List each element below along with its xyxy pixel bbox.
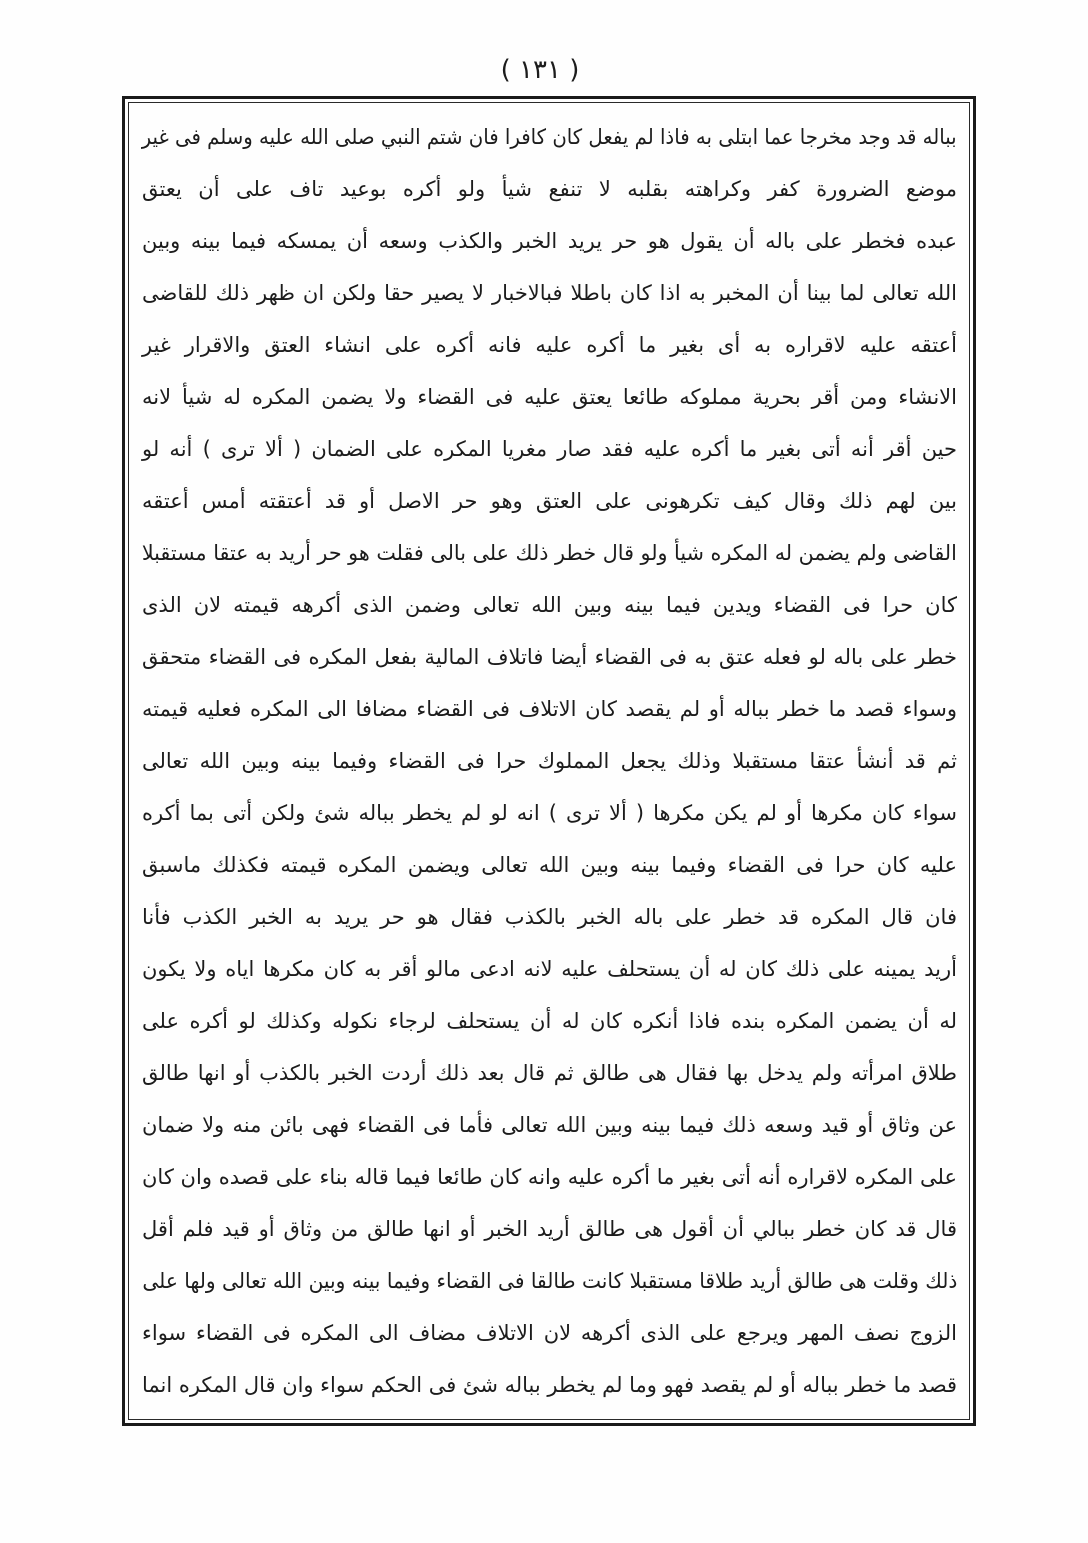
text-line-content: كان حرا فى القضاء ويدين فيما بينه وبين الله تعالى وضمن الذى أكرهه قيمته لان الذى — [142, 593, 957, 617]
page-frame — [122, 96, 976, 1426]
text-line-content: الزوج نصف المهر ويرجع على الذى أكرهه لان الاتلاف مضاف الى المكره فى القضاء سواء — [142, 1321, 957, 1345]
text-line — [141, 319, 957, 371]
body-text — [141, 111, 957, 1411]
text-line — [141, 163, 957, 215]
text-line-content: أريد يمينه على ذلك كان له أن يستحلف عليه لانه ادعى مالو أقر به كان مكرها اياه ولا يكون — [142, 957, 957, 981]
text-line-content: فان قال المكره قد خطر على باله الخبر بالكذب فقال هو حر يريد به الخبر الكذب فأنا — [142, 905, 957, 929]
text-line-content: القاضى ولم يضمن له المكره شيأ ولو قال خطر ذلك على بالى فقلت هو حر أريد به عتقا مستقبلا — [142, 541, 957, 565]
text-line-content: ثم قد أنشأ عتقا مستقبلا وذلك يجعل المملوك حرا فى القضاء وفيما بينه وبين الله تعالى — [142, 749, 957, 773]
text-line-content: أعتقه عليه لاقراره به أى بغير ما أكره عليه فانه أكره على انشاء العتق والاقرار غير — [142, 333, 957, 357]
text-line-content: خطر على باله لو فعله عتق به فى القضاء أيضا فاتلاف المالية بفعل المكره فى القضاء متحقق — [142, 645, 957, 669]
text-line — [141, 735, 957, 787]
text-line-content: بين لهم ذلك وقال كيف تكرهونى على العتق وهو حر الاصل أو قد أعتقته أمس أعتقه — [142, 489, 957, 513]
text-line-content: قصد ما خطر بباله أو لم يقصد فهو وما لم يخطر بباله شئ فى الحكم سواء وان قال المكره انما — [142, 1373, 957, 1397]
text-line-content: قال قد كان خطر ببالي أن أقول هى طالق أريد الخبر أو انها طالق من وثاق أو قيد فلم أقل — [142, 1217, 957, 1241]
text-line — [141, 1099, 957, 1151]
text-line-content: عبده فخطر على باله أن يقول هو حر يريد الخبر والكذب وسعه أن يمسكه فيما بينه وبين — [142, 229, 957, 253]
text-line — [141, 1047, 957, 1099]
page-frame-inner-rule — [128, 102, 970, 1420]
text-line — [141, 1307, 957, 1359]
text-line-content: الله تعالى لما بينا أن المخبر به اذا كان باطلا فبالاخبار لا يصير حقا ولكن ان ظهر ذلك للقاضى — [142, 281, 957, 305]
text-line — [141, 1151, 957, 1203]
text-line-content: حين أقر أنه أتى بغير ما أكره عليه فقد صار مغريا المكره على الضمان ( ألا ترى ) أنه لو — [142, 437, 957, 461]
text-line — [141, 111, 957, 163]
text-line-content: وسواء قصد ما خطر بباله أو لم يقصد كان الاتلاف فى القضاء مضافا الى المكره فعليه قيمته — [142, 697, 957, 721]
text-line — [141, 943, 957, 995]
text-line-content: على المكره لاقراره أنه أتى بغير ما أكره عليه وانه كان طائعا فيما قاله بناء على قصده وان كان — [142, 1165, 957, 1189]
text-line-content: بباله قد وجد مخرجا عما ابتلى به فاذا لم يفعل كان كافرا فان شتم النبي صلى الله عليه وسلم فى غير — [142, 125, 957, 149]
page-number: ( ١٣١ ) — [500, 55, 580, 85]
text-line — [141, 371, 957, 423]
text-line — [141, 1255, 957, 1307]
text-line — [141, 683, 957, 735]
text-line — [141, 891, 957, 943]
text-line — [141, 215, 957, 267]
text-line — [141, 1203, 957, 1255]
text-line — [141, 423, 957, 475]
text-line-content: له أن يضمن المكره بنده فاذا أنكره كان له أن يستحلف لرجاء نكوله وكذلك لو أكره على — [142, 1009, 957, 1033]
text-line-content: طلاق امرأته ولم يدخل بها فقال هى طالق ثم قال بعد ذلك أردت الخبر بالكذب أو انها طالق — [142, 1061, 957, 1085]
text-line — [141, 787, 957, 839]
text-line-content: الانشاء ومن أقر بحرية مملوكه طائعا يعتق عليه فى القضاء ولا يضمن المكره له شيأ لانه — [142, 385, 957, 409]
text-line — [141, 631, 957, 683]
text-line — [141, 839, 957, 891]
text-line-content: عن وثاق أو قيد وسعه ذلك فيما بينه وبين الله تعالى فأما فى القضاء فهى بائن منه ولا ضمان — [142, 1113, 957, 1137]
text-line — [141, 579, 957, 631]
text-line — [141, 475, 957, 527]
text-line-content: عليه كان حرا فى القضاء وفيما بينه وبين الله تعالى ويضمن المكره قيمته فكذلك ماسبق — [142, 853, 957, 877]
text-line — [141, 267, 957, 319]
text-line — [141, 995, 957, 1047]
text-line-content: سواء كان مكرها أو لم يكن مكرها ( ألا ترى ) انه لو لم يخطر بباله شئ ولكن أتى بما أكره — [142, 801, 957, 825]
text-line — [141, 527, 957, 579]
text-line-content: موضع الضرورة كفر وكراهته بقلبه لا تنفع شيأ ولو أكره بوعيد تاف على أن يعتق — [142, 177, 957, 201]
text-line-content: ذلك وقلت هى طالق أريد طلاقا مستقبلا كانت طالقا فى القضاء وفيما بينه وبين الله تعالى ولها على — [142, 1269, 957, 1293]
text-line — [141, 1359, 957, 1411]
